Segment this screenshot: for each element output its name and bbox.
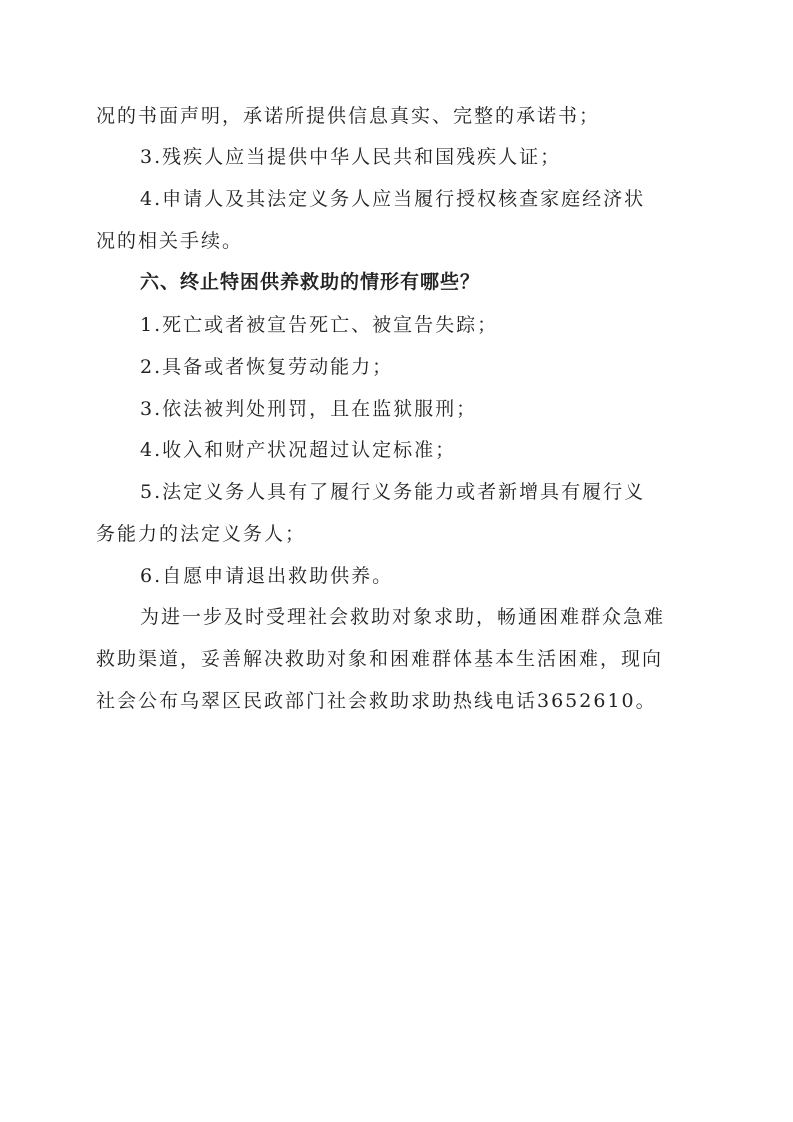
closing-paragraph-hotline: 社会公布乌翠区民政部门社会救助求助热线电话3652610。 xyxy=(96,690,657,712)
paragraph-line-continuation: 况的书面声明，承诺所提供信息真实、完整的承诺书； xyxy=(96,105,601,127)
paragraph-line-continuation: 况的相关手续。 xyxy=(96,230,244,252)
paragraph-line-continuation: 务能力的法定义务人； xyxy=(96,523,307,545)
list-item-authorization-check: 4.申请人及其法定义务人应当履行授权核查家庭经济状 xyxy=(140,188,646,210)
section-heading: 六、终止特困供养救助的情形有哪些？ xyxy=(140,271,481,293)
closing-paragraph-line: 为进一步及时受理社会救助对象求助，畅通困难群众急难 xyxy=(140,606,666,628)
list-item-legal-obligor: 5.法定义务人具有了履行义务能力或者新增具有履行义 xyxy=(140,481,646,503)
list-item-death: 1.死亡或者被宣告死亡、被宣告失踪； xyxy=(140,314,499,336)
list-item-labor-ability: 2.具备或者恢复劳动能力； xyxy=(140,356,394,378)
closing-paragraph-line: 救助渠道，妥善解决救助对象和困难群体基本生活困难，现向 xyxy=(96,648,664,670)
list-item-disability-certificate: 3.残疾人应当提供中华人民共和国残疾人证； xyxy=(140,146,562,168)
list-item-voluntary-exit: 6.自愿申请退出救助供养。 xyxy=(140,565,394,587)
list-item-imprisonment: 3.依法被判处刑罚，且在监狱服刑； xyxy=(140,398,478,420)
list-item-income-standard: 4.收入和财产状况超过认定标准； xyxy=(140,439,457,461)
